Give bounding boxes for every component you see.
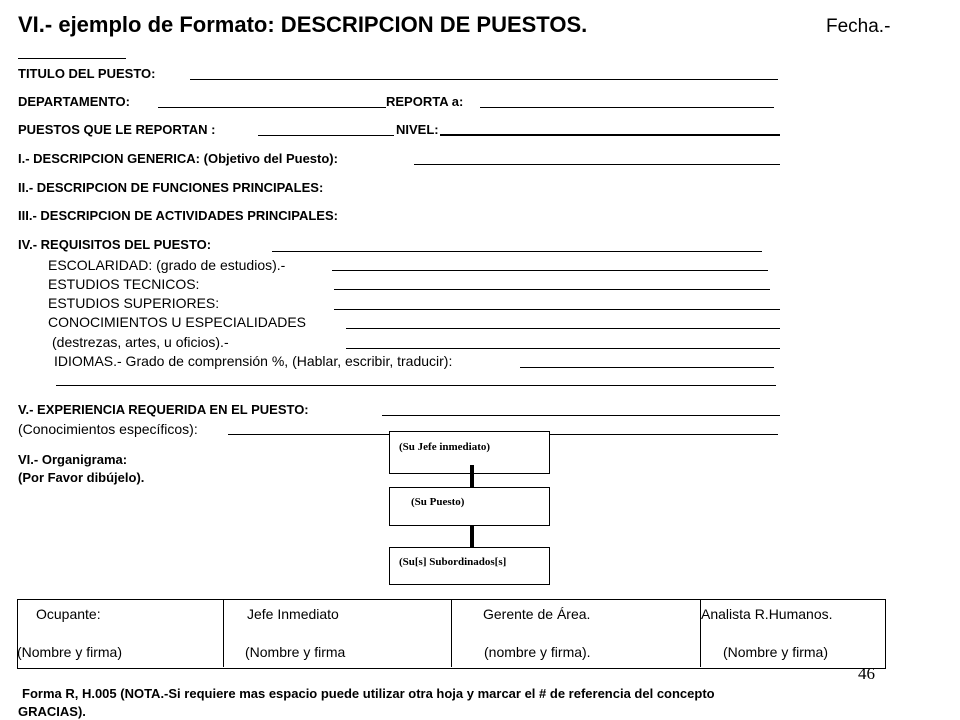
- req-escolaridad: ESCOLARIDAD: (grado de estudios).-: [48, 257, 286, 273]
- section-organigrama: VI.- Organigrama:: [18, 452, 128, 467]
- footer-note-end: GRACIAS).: [18, 704, 86, 719]
- sig-firma-ocupante[interactable]: (Nombre y firma): [17, 644, 123, 660]
- section-actividades: III.- DESCRIPCION DE ACTIVIDADES PRINCIPALES:: [18, 208, 338, 223]
- page-number: 46: [858, 664, 875, 683]
- field-departamento-label: DEPARTAMENTO:: [18, 94, 130, 109]
- section-experiencia: V.- EXPERIENCIA REQUERIDA EN EL PUESTO:: [18, 402, 309, 417]
- section-funciones: II.- DESCRIPCION DE FUNCIONES PRINCIPALES:: [18, 180, 324, 195]
- field-titulo-label: TITULO DEL PUESTO:: [18, 66, 156, 81]
- org-box-puesto-label: (Su Puesto): [411, 496, 465, 508]
- org-box-subordinados-label: (Su[s] Subordinados[s]: [399, 556, 507, 568]
- sig-role-analista: Analista R.Humanos.: [701, 606, 833, 622]
- req-conocimientos-line[interactable]: [346, 328, 780, 329]
- org-connector-2: [470, 526, 474, 547]
- req-escolaridad-line[interactable]: [332, 270, 768, 271]
- field-puestos-label: PUESTOS QUE LE REPORTAN :: [18, 122, 216, 137]
- experiencia-line[interactable]: [382, 415, 780, 416]
- req-idiomas: IDIOMAS.- Grado de comprensión %, (Hablar, escribir, traducir):: [54, 353, 453, 369]
- descripcion-generica-line[interactable]: [414, 164, 780, 165]
- date-underline[interactable]: [18, 58, 126, 59]
- experiencia-sub: (Conocimientos específicos):: [18, 421, 198, 437]
- document-title: VI.- ejemplo de Formato: DESCRIPCION DE PUESTOS.: [18, 12, 588, 37]
- sig-firma-gerente[interactable]: (nombre y firma).: [484, 644, 591, 660]
- sig-role-jefe: Jefe Inmediato: [247, 606, 339, 622]
- signature-divider-1: [223, 599, 224, 667]
- req-superiores-line[interactable]: [334, 309, 780, 310]
- req-destrezas-line[interactable]: [346, 348, 780, 349]
- req-conocimientos: CONOCIMIENTOS U ESPECIALIDADES: [48, 314, 307, 330]
- field-reporta-line[interactable]: [480, 107, 774, 108]
- field-puestos-line[interactable]: [258, 135, 394, 136]
- sig-role-gerente: Gerente de Área.: [483, 606, 591, 622]
- field-departamento-line[interactable]: [158, 107, 386, 108]
- section-requisitos: IV.- REQUISITOS DEL PUESTO:: [18, 237, 212, 252]
- field-titulo-line[interactable]: [190, 79, 778, 80]
- footer-note: Forma R, H.005 (NOTA.-Si requiere mas espacio puede utilizar otra hoja y marcar el # de referencia del concepto: [22, 686, 715, 701]
- req-superiores: ESTUDIOS SUPERIORES:: [48, 295, 220, 311]
- field-nivel-line[interactable]: [440, 134, 780, 136]
- field-reporta-label: REPORTA a:: [386, 94, 464, 109]
- req-extra-line[interactable]: [56, 385, 776, 386]
- req-tecnicos-line[interactable]: [334, 289, 770, 290]
- organigrama-instruction: (Por Favor dibújelo).: [18, 470, 145, 485]
- date-label: Fecha.-: [826, 16, 891, 37]
- field-nivel-label: NIVEL:: [396, 122, 439, 137]
- requisitos-line[interactable]: [272, 251, 762, 252]
- req-tecnicos: ESTUDIOS TECNICOS:: [48, 276, 200, 292]
- org-connector-1: [470, 465, 474, 487]
- signature-divider-2: [451, 599, 452, 667]
- section-descripcion-generica: I.- DESCRIPCION GENERICA: (Objetivo del Puesto):: [18, 151, 338, 166]
- req-destrezas: (destrezas, artes, u oficios).-: [52, 334, 229, 350]
- org-box-jefe-label: (Su Jefe inmediato): [399, 441, 491, 453]
- sig-role-ocupante: Ocupante:: [36, 606, 101, 622]
- sig-firma-jefe[interactable]: (Nombre y firma: [245, 644, 346, 660]
- req-idiomas-line[interactable]: [520, 367, 774, 368]
- sig-firma-analista[interactable]: (Nombre y firma): [723, 644, 829, 660]
